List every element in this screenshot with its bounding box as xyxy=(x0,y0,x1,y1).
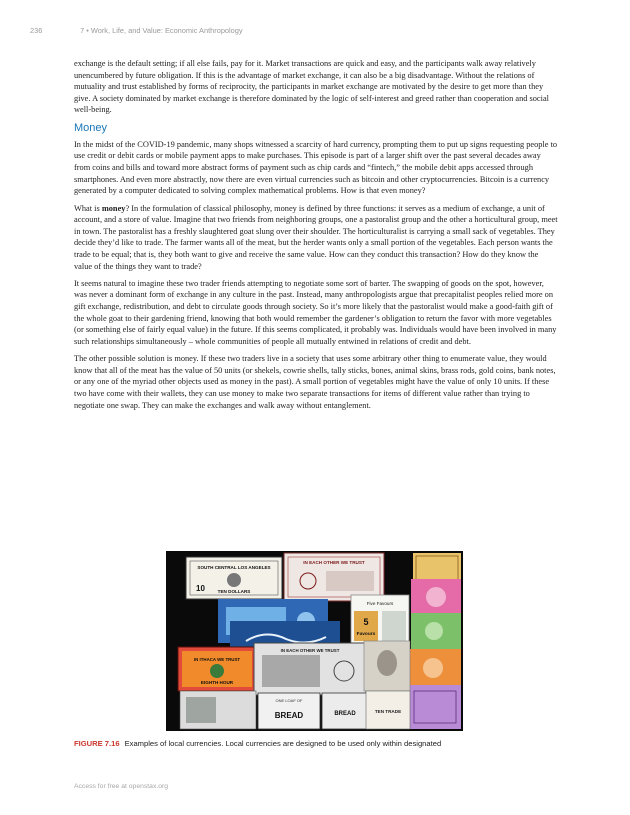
banknote-right-orange xyxy=(409,649,461,687)
banknote-right-top xyxy=(413,553,461,583)
bread-note-word: BREAD xyxy=(274,711,304,720)
page-footer[interactable]: Access for free at openstax.org xyxy=(74,783,169,790)
chapter-title: 7 • Work, Life, and Value: Economic Anthropology xyxy=(80,26,243,35)
paragraph-3 xyxy=(74,203,558,273)
banknote-ithaca-hours xyxy=(178,647,256,691)
paragraph-3-intro: What is xyxy=(74,203,102,213)
favours-note-number: 5 xyxy=(363,617,369,627)
la-note-city: SOUTH CENTRAL LOS ANGELES xyxy=(197,565,271,570)
banknote-bread-left xyxy=(258,693,320,729)
trade-note-word: TEN TRADE xyxy=(374,709,402,714)
each-other-middle-motto: IN EACH OTHER WE TRUST xyxy=(280,648,340,653)
figure-caption-label: FIGURE 7.16 xyxy=(74,739,120,748)
each-other-top-motto: IN EACH OTHER WE TRUST xyxy=(303,560,365,565)
banknote-right-green xyxy=(411,613,461,651)
figure-caption-text: Examples of local currencies. Local currencies are designed to be used only within designated xyxy=(124,739,442,748)
figure-caption xyxy=(74,739,441,748)
banknote-right-pink xyxy=(411,579,461,615)
banknote-each-other-middle xyxy=(254,643,366,695)
running-header xyxy=(30,26,243,35)
banknote-right-violet xyxy=(409,685,461,729)
favours-note-word: Favours xyxy=(356,632,376,637)
favours-note-label: Five Favours xyxy=(366,601,394,606)
page-number: 236 xyxy=(30,26,43,35)
key-term-money[interactable]: money xyxy=(101,203,126,213)
bread-right-word: BREAD xyxy=(334,711,356,717)
paragraph-4: It seems natural to imagine these two trader friends attempting to negotiate some sort of barter. The swapping of goods on the spot, however, was never a dominant form of exchange in any culture in the past. Instead, many anthropologists argue that precapitalist peoples relied more on gift exchange, redistribution, and debt to circulate goods through society. So it’s more likely that the pastoralist would make a good-faith gift of the whole goat to their gardening friend, knowing that both would remember the gardener’s obligation to return the favor with more vegetables (or something else of fairly equal value) in the future. If this seems complicated, it probably was. Individuals would have been involved in many such relationships simultaneously – whole communities of people all mutually entwined in relations of credit and debt. xyxy=(74,278,557,346)
banknote-trade xyxy=(366,691,410,729)
banknote-bottom-left xyxy=(180,691,256,729)
ithaca-note-denomination: EIGHTH HOUR xyxy=(200,680,234,685)
banknote-five-favours xyxy=(351,595,409,647)
local-currencies-collage xyxy=(166,551,463,731)
banknote-bread-right xyxy=(322,693,368,729)
banknote-south-central-la xyxy=(186,557,282,599)
bread-note-subtitle: ONE LOAF OF xyxy=(275,698,303,703)
section-heading-money: Money xyxy=(74,121,108,134)
main-content xyxy=(74,58,558,417)
ithaca-note-motto: IN ITHACA WE TRUST xyxy=(193,657,241,662)
figure-local-currencies xyxy=(166,551,463,731)
la-note-digit: 10 xyxy=(196,584,205,593)
paragraph-2: In the midst of the COVID-19 pandemic, many shops witnessed a scarcity of hard currency, prompting them to put up signs requesting people to use credit or debit cards or mobile payment apps to make purchases. This episode is part of a larger shift over the past several decades away from coins and bills and toward more abstract forms of payment such as chip cards and “fintech,” the mobile debit apps accessed through smartphones. And even more abstractly, now there are even virtual currencies such as bitcoin and other cryptocurrencies. Bitcoin is a currency generated by a computer dedicated to solving complex mathematical problems. How is that even money? xyxy=(74,139,558,196)
paragraph-1: exchange is the default setting; if all else fails, pay for it. Market transactions are quick and easy, and the participants walk away relatively unencumbered by future obligation. If this is the advantage of market exchange, it can also be a big disadvantage. Without the relations of mutuality and trust established by forms of reciprocity, the participants in market exchange are motivated by the desire to get more than they give. A society dominated by market exchange is therefore dominated by the logic of self-interest and greed rather than cooperation and social well-being. xyxy=(74,59,549,115)
la-note-denomination: TEN DOLLARS xyxy=(217,589,251,594)
paragraph-3-body: ? In the formulation of classical philosophy, money is defined by three functions: it serves as a medium of exchange, a unit of account, and a store of value. Imagine that two friends from neighboring groups, one a pastoralist group and the other a horticultural group, meet in town. The pastoralist has a freshly slaughtered goat slung over their shoulder. The horticulturalist is carrying a small sack of vegetables. They decide they’d like to trade. The farmer wants all of the meat, but the herder wants only a small portion of the vegetables. Each person wants the trade to be equal; that is, they both want to give and receive the same value. How can they conduct this transaction? How do they know the value of the things they want to trade? xyxy=(74,203,558,271)
banknote-each-other-top xyxy=(284,553,384,601)
banknote-portrait xyxy=(364,641,410,691)
paragraph-5: The other possible solution is money. If these two traders live in a society that uses some arbitrary other thing to enumerate value, they would know that all of the meat has the value of 50 units (or shekels, cowrie shells, tally sticks, bones, animal skins, brass rods, gold coins, bank notes, or any one of the myriad other objects used as money in the past). A small portion of vegetables might have the value of only 10 units. If these two have come with their wallets, they can use money to make two separate transactions for items of different value rather than trying to negotiate one swap. They can make the exchanges and walk away without entanglement. xyxy=(74,354,556,410)
